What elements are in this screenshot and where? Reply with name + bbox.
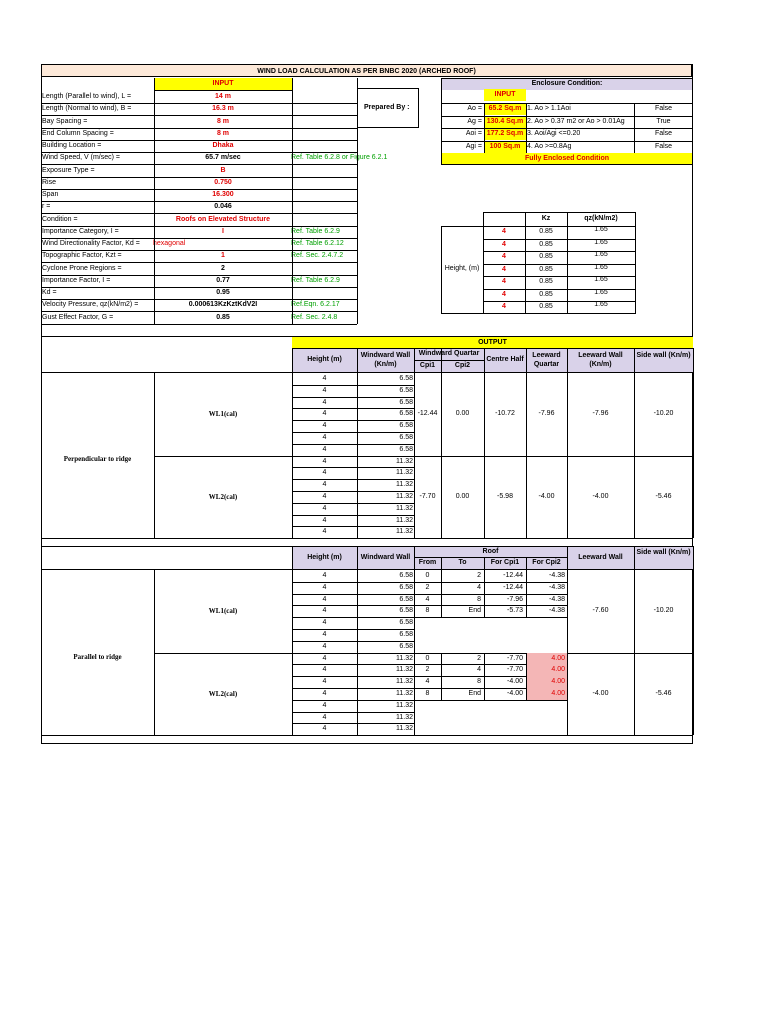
qz-col-header: qz(kN/m2) <box>584 215 618 222</box>
col-to: To <box>441 557 484 569</box>
height-cell: 4 <box>322 595 327 603</box>
windward-cell: 11.32 <box>396 516 413 524</box>
input-label: Importance Factor, I = <box>42 276 111 284</box>
grid-line <box>484 582 485 594</box>
roof-from: 0 <box>425 654 430 662</box>
input-label: Condition = <box>42 215 78 223</box>
kz-height: 4 <box>502 253 506 260</box>
input-label: Velocity Pressure, qz(kN/m2) = <box>42 301 139 309</box>
windward-cell: 6.58 <box>399 434 413 441</box>
grid-line <box>526 557 527 569</box>
roof-cpi2: 4.00 <box>526 688 567 700</box>
roof-cpi1: -4.00 <box>507 690 523 697</box>
input-value: 0.750 <box>214 178 232 186</box>
windward-cell: 6.58 <box>399 422 413 430</box>
grid-line <box>357 348 358 538</box>
input-value: 16.300 <box>212 191 234 198</box>
grid-line <box>484 664 485 676</box>
grid-line <box>526 676 527 688</box>
cpi1-value: -7.70 <box>419 493 436 500</box>
qz-value: 1.65 <box>594 276 608 283</box>
grid-line <box>634 546 635 735</box>
kz-height: 4 <box>502 228 506 235</box>
windward-cell: 6.58 <box>399 583 413 591</box>
windward-cell: 6.58 <box>399 595 413 603</box>
input-label: Length (Parallel to wind), L = <box>42 93 132 100</box>
windward-cell: 11.32 <box>396 654 413 662</box>
input-value: 65.7 m/sec <box>205 154 241 162</box>
cpi1-value: -12.44 <box>417 410 438 418</box>
centre-value: -10.72 <box>495 410 515 418</box>
input-label: Cyclone Prone Regions = <box>42 264 122 272</box>
grid-line <box>484 348 485 538</box>
col-centre-half: Centre Half <box>484 348 526 372</box>
height-cell: 4 <box>322 481 327 489</box>
windward-cell: 11.32 <box>396 457 413 465</box>
input-ref: Ref. Table 6.2.9 <box>291 276 340 284</box>
qz-value: 1.65 <box>594 238 608 246</box>
enclosure-value: 177.2 Sq.m <box>484 128 526 140</box>
roof-cpi1: -4.00 <box>507 678 523 686</box>
input-value: 1 <box>221 252 225 260</box>
grid-line <box>526 348 527 538</box>
windward-cell: 11.32 <box>396 481 413 489</box>
height-cell: 4 <box>322 666 327 674</box>
side-wall-value: -5.46 <box>655 690 672 697</box>
windward-cell: 11.32 <box>396 678 413 686</box>
enclosure-result: False <box>654 142 673 150</box>
input-label: Bay Spacing = <box>42 117 88 125</box>
grid-line <box>414 546 415 735</box>
kz-value: 0.85 <box>539 253 553 260</box>
cpi2-value: 0.00 <box>455 493 470 500</box>
height-cell: 4 <box>322 607 327 615</box>
leeward-wall-value: -4.00 <box>592 690 609 697</box>
input-ref: Ref. Sec. 2.4.7.2 <box>291 252 344 260</box>
height-cell: 4 <box>322 375 327 382</box>
col-from: From <box>414 557 441 569</box>
roof-to: 2 <box>477 572 481 579</box>
qz-value: 1.65 <box>594 288 608 296</box>
wl-label: WL2(cal) <box>208 493 238 501</box>
height-cell: 4 <box>322 583 327 591</box>
height-cell: 4 <box>322 469 327 477</box>
grid-line <box>414 360 484 361</box>
enclosure-label: Ao = <box>467 105 482 112</box>
roof-cpi1: -7.70 <box>507 654 523 662</box>
roof-cpi2: 4.00 <box>526 653 567 665</box>
output-header: OUTPUT <box>292 337 693 349</box>
kz-value: 0.85 <box>539 265 553 273</box>
input-ref: Ref. Sec. 2.4.8 <box>291 313 338 321</box>
roof-cpi2: -4.38 <box>549 572 565 579</box>
grid-line <box>526 664 527 676</box>
roof-cpi2: -4.38 <box>549 607 565 615</box>
roof-to: 4 <box>477 666 481 674</box>
leeward-wall-value: -7.60 <box>592 607 609 615</box>
wl-label: WL2(cal) <box>208 690 238 698</box>
input-label: Kd = <box>42 289 57 296</box>
input-value: 8 m <box>216 129 230 137</box>
grid-line <box>292 546 293 735</box>
roof-cpi1: -12.44 <box>503 583 523 591</box>
enclosure-condition: 2. Ao > 0.37 m2 or Ao > 0.01Ag <box>527 117 625 125</box>
roof-from: 4 <box>425 595 430 603</box>
input-value: 2 <box>221 264 225 272</box>
grid-line <box>484 653 485 665</box>
kz-height: 4 <box>502 290 506 298</box>
roof-from: 8 <box>425 607 430 615</box>
grid-line <box>292 348 693 349</box>
grid-line <box>41 546 693 547</box>
windward-cell: 11.32 <box>396 504 413 512</box>
col-windward-quartar: Windward Quartar <box>414 348 484 360</box>
height-cell: 4 <box>322 690 327 697</box>
input-label: Gust Effect Factor, G = <box>42 313 114 321</box>
windward-cell: 6.58 <box>399 607 413 615</box>
enclosure-value: 130.4 Sq.m <box>484 116 526 128</box>
prepared-by-box <box>357 88 419 128</box>
input-ref: Ref. Table 6.2.9 <box>291 227 340 235</box>
input-label: Building Location = <box>42 142 102 149</box>
grid-line <box>441 570 442 582</box>
grid-line <box>441 557 442 569</box>
grid-line <box>441 582 442 594</box>
prepared-by-label: Prepared By : <box>364 104 410 111</box>
roof-cpi1: -5.73 <box>507 607 523 615</box>
height-cell: 4 <box>322 642 327 650</box>
input-label: r = <box>42 203 51 211</box>
enclosure-condition: 3. Aoi/Agi <=0.20 <box>527 130 581 137</box>
enclosure-title: Enclosure Condition: <box>441 78 693 90</box>
kz-height: 4 <box>502 303 506 310</box>
wl-label: WL1(cal) <box>208 410 238 419</box>
grid-line <box>441 653 442 665</box>
windward-cell: 11.32 <box>396 666 413 674</box>
enclosure-label: Ag = <box>467 117 482 125</box>
col-windward: Windward Wall (Kn/m) <box>357 348 414 372</box>
height-cell: 4 <box>322 701 327 709</box>
input-value: 0.046 <box>214 203 232 211</box>
roof-from: 2 <box>425 666 430 674</box>
col-side-wall: Side wall (Kn/m) <box>634 348 693 372</box>
grid-line <box>414 617 567 618</box>
grid-line <box>526 570 527 582</box>
kz-value: 0.85 <box>539 303 553 310</box>
height-cell: 4 <box>322 422 327 430</box>
height-cell: 4 <box>322 528 327 536</box>
enclosure-value: 100 Sq.m <box>484 141 526 153</box>
height-cell: 4 <box>322 398 327 406</box>
input-label: Rise <box>42 178 57 186</box>
roof-cpi2: -4.38 <box>549 583 565 591</box>
windward-cell: 11.32 <box>396 690 413 697</box>
col-height: Height (m) <box>292 546 357 569</box>
qz-value: 1.65 <box>594 263 608 271</box>
grid-line <box>693 348 694 538</box>
kz-height: 4 <box>502 278 506 285</box>
grid-line <box>154 456 693 457</box>
kd-note: hexagonal <box>153 240 186 247</box>
kz-height: 4 <box>502 240 506 248</box>
roof-cpi1: -12.44 <box>503 572 523 579</box>
kz-height: 4 <box>502 265 506 273</box>
side-wall-value: -10.20 <box>653 410 674 418</box>
grid-line <box>526 594 527 606</box>
input-label: Length (Normal to wind), B = <box>42 105 132 113</box>
windward-cell: 11.32 <box>396 469 413 477</box>
perpendicular-label: Perpendicular to ridge <box>63 455 132 463</box>
input-label: Span <box>42 191 59 198</box>
kz-value: 0.85 <box>539 240 553 248</box>
height-cell: 4 <box>322 654 327 662</box>
enclosure-label: Agi = <box>465 142 482 150</box>
leeward-wall-value: -4.00 <box>592 493 609 500</box>
col-windward: Windward Wall <box>357 546 414 569</box>
enclosure-condition: 4. Ao >=0.8Ag <box>527 142 572 150</box>
grid-line <box>634 348 635 538</box>
windward-cell: 6.58 <box>399 619 413 627</box>
windward-cell: 6.58 <box>399 386 413 394</box>
input-value: 0.000613KzKztKdV2I <box>188 301 258 309</box>
windward-cell: 11.32 <box>396 701 413 709</box>
qz-value: 1.65 <box>594 251 608 258</box>
windward-cell: 11.32 <box>396 725 413 733</box>
roof-from: 0 <box>425 572 430 579</box>
grid-line <box>414 700 567 701</box>
windward-cell: 6.58 <box>399 398 413 406</box>
col-side-wall: Side wall (Kn/m) <box>634 546 693 569</box>
windward-cell: 6.58 <box>399 445 413 453</box>
input-ref: Ref. Table 6.2.8 or Figure 6.2.1 <box>291 154 388 162</box>
grid-line <box>526 688 527 700</box>
height-cell: 4 <box>322 631 327 638</box>
col-cpi1: Cpi1 <box>414 360 441 372</box>
input-ref: Ref. Table 6.2.12 <box>291 240 344 247</box>
windward-cell: 6.58 <box>399 631 413 638</box>
roof-to: End <box>468 607 481 615</box>
input-value: 16.3 m <box>212 105 234 113</box>
windward-cell: 6.58 <box>399 642 413 650</box>
side-wall-value: -5.46 <box>655 493 672 500</box>
enclosure-result: False <box>654 130 673 137</box>
col-for-cpi1: For Cpi1 <box>484 557 526 569</box>
enclosure-result: False <box>654 105 673 112</box>
leeward-quartar-value: -4.00 <box>538 493 555 500</box>
input-label: End Column Spacing = <box>42 129 114 137</box>
grid-line <box>484 557 485 569</box>
input-header: INPUT <box>154 78 292 90</box>
input-value: I <box>222 227 224 235</box>
col-for-cpi2: For Cpi2 <box>526 557 567 569</box>
roof-to: 2 <box>477 654 481 662</box>
grid-line <box>484 676 485 688</box>
roof-to: End <box>468 690 481 697</box>
kz-value: 0.85 <box>539 278 553 285</box>
roof-to: 8 <box>477 678 481 686</box>
input-value: 0.85 <box>216 313 230 321</box>
height-cell: 4 <box>322 493 327 500</box>
roof-from: 2 <box>425 583 430 591</box>
input-label: Importance Category, I = <box>42 227 119 235</box>
input-value: 14 m <box>215 93 231 100</box>
side-wall-value: -10.20 <box>653 607 674 615</box>
grid-line <box>441 688 442 700</box>
grid-line <box>526 653 527 665</box>
grid-line <box>357 546 358 735</box>
height-cell: 4 <box>322 457 327 465</box>
grid-line <box>484 688 485 700</box>
enclosure-input-header: INPUT <box>484 89 526 101</box>
input-value: Dhaka <box>212 142 234 149</box>
input-value: 8 m <box>216 117 230 125</box>
enclosure-status: Fully Enclosed Condition <box>441 153 693 165</box>
leeward-wall-value: -7.96 <box>592 410 609 418</box>
grid-line <box>154 373 155 538</box>
height-cell: 4 <box>322 619 327 627</box>
grid-line <box>567 546 568 735</box>
windward-cell: 11.32 <box>396 493 413 500</box>
kz-value: 0.85 <box>539 290 553 298</box>
roof-cpi2: -4.38 <box>549 595 565 603</box>
windward-cell: 6.58 <box>399 410 413 418</box>
grid-line <box>441 348 442 538</box>
grid-line <box>441 676 442 688</box>
height-cell: 4 <box>322 386 327 394</box>
roof-cpi2: 4.00 <box>526 676 567 688</box>
grid-line <box>441 605 442 617</box>
col-leeward-wall: Leeward Wall (Kn/m) <box>567 348 634 372</box>
grid-line <box>484 594 485 606</box>
input-label: Wind Directionality Factor, Kd = <box>42 240 140 247</box>
enclosure-condition: 1. Ao > 1.1Aoi <box>527 105 571 112</box>
input-value: 0.77 <box>216 276 230 284</box>
centre-value: -5.98 <box>497 493 513 500</box>
cpi2-value: 0.00 <box>455 410 470 418</box>
grid-line <box>292 348 293 538</box>
enclosure-result: True <box>656 117 671 125</box>
wl-label: WL1(cal) <box>208 607 238 616</box>
height-cell: 4 <box>322 434 327 441</box>
height-cell: 4 <box>322 445 327 453</box>
grid-line <box>484 570 485 582</box>
grid-line <box>154 570 155 735</box>
col-leeward-quartar: Leeward Quartar <box>526 348 567 372</box>
roof-to: 4 <box>477 583 481 591</box>
roof-to: 8 <box>477 595 481 603</box>
grid-line <box>567 348 568 538</box>
grid-line <box>484 605 485 617</box>
grid-line <box>441 594 442 606</box>
roof-cpi1: -7.96 <box>507 595 523 603</box>
enclosure-label: Aoi = <box>465 130 482 137</box>
windward-cell: 6.58 <box>399 572 413 579</box>
parallel-label: Parallel to ridge <box>73 653 122 661</box>
sheet-title: WIND LOAD CALCULATION AS PER BNBC 2020 (ARCHED ROOF) <box>41 64 692 77</box>
col-height: Height (m) <box>292 348 357 372</box>
input-label: Wind Speed, V (m/sec) = <box>42 154 121 162</box>
windward-cell: 6.58 <box>399 375 413 382</box>
kz-height-label: Height, (m) <box>444 265 480 272</box>
height-cell: 4 <box>322 504 327 512</box>
leeward-quartar-value: -7.96 <box>538 410 555 418</box>
col-roof: Roof <box>414 546 567 557</box>
height-cell: 4 <box>322 678 327 686</box>
grid-line <box>41 538 693 539</box>
grid-line <box>526 605 527 617</box>
grid-line <box>41 735 693 736</box>
grid-line <box>441 664 442 676</box>
height-cell: 4 <box>322 713 327 721</box>
qz-value: 1.65 <box>594 301 608 308</box>
height-cell: 4 <box>322 725 327 733</box>
input-label: Topographic Factor, Kzt = <box>42 252 122 260</box>
height-cell: 4 <box>322 572 327 579</box>
windward-cell: 11.32 <box>396 528 413 536</box>
qz-value: 1.65 <box>594 226 608 233</box>
kz-col-header: Kz <box>541 215 551 222</box>
input-value: 0.95 <box>216 289 230 296</box>
grid-line <box>526 582 527 594</box>
col-cpi2: Cpi2 <box>441 360 484 372</box>
enclosure-value: 65.2 Sq.m <box>484 103 526 115</box>
roof-from: 4 <box>425 678 430 686</box>
roof-cpi2: 4.00 <box>526 664 567 676</box>
input-ref: Ref.Eqn. 6.2.17 <box>291 301 340 309</box>
roof-from: 8 <box>425 690 430 697</box>
input-label: Exposure Type = <box>42 166 95 174</box>
roof-cpi1: -7.70 <box>507 666 523 674</box>
grid-line <box>414 348 415 538</box>
input-value: Roofs on Elevated Structure <box>175 215 271 223</box>
grid-line <box>693 546 694 735</box>
grid-line <box>414 557 567 558</box>
height-cell: 4 <box>322 516 327 524</box>
input-value: B <box>220 166 226 174</box>
windward-cell: 11.32 <box>396 713 413 721</box>
height-cell: 4 <box>322 410 327 418</box>
kz-value: 0.85 <box>539 228 553 235</box>
col-leeward-wall: Leeward Wall <box>567 546 634 569</box>
